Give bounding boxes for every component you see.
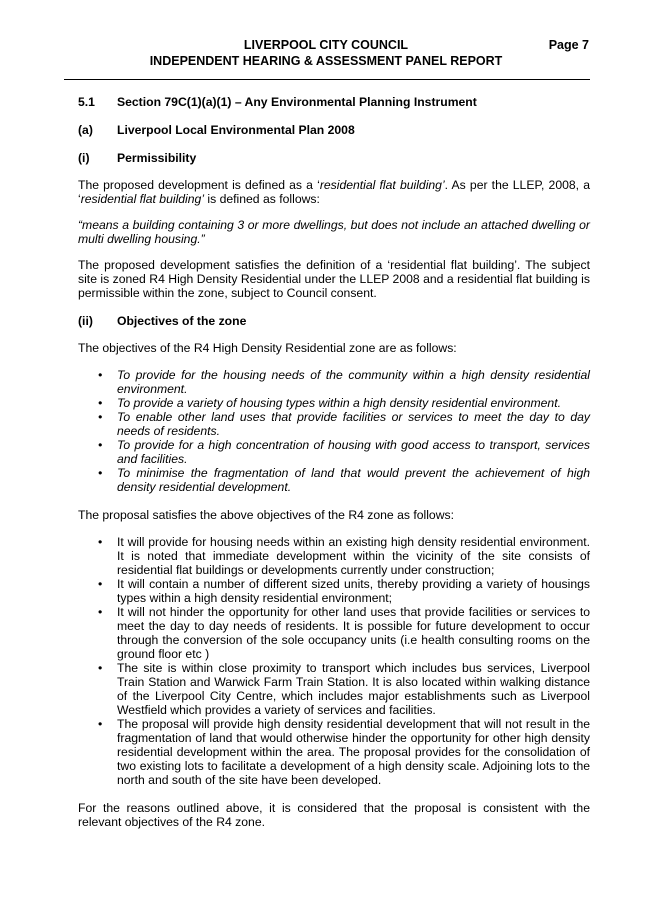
- list-item: • It will contain a number of different sized units, thereby providing a variety of housings types within a high density residential environment;: [78, 577, 590, 605]
- page-number: Page 7: [548, 38, 589, 52]
- section-ii-heading: [78, 314, 590, 328]
- header-divider: [64, 79, 590, 80]
- responses-list: [78, 535, 590, 787]
- text-run: is defined as follows:: [204, 192, 320, 206]
- header-report-title: INDEPENDENT HEARING & ASSESSMENT PANEL REPORT: [149, 54, 503, 68]
- text-run: . As per the LLEP, 2008, a ‘: [78, 178, 590, 206]
- section-title: Liverpool Local Environmental Plan 2008: [117, 123, 355, 137]
- section-number: (ii): [78, 314, 93, 328]
- section-number: (i): [78, 151, 90, 165]
- section-i-heading: [78, 151, 590, 165]
- conclusion-paragraph: For the reasons outlined above, it is considered that the proposal is consistent with the relevant objectives of the R4 zone.: [78, 801, 590, 829]
- section-number: (a): [78, 123, 93, 137]
- section-title: Permissibility: [117, 151, 197, 165]
- objectives-list: [78, 368, 590, 494]
- definition-quote: “means a building containing 3 or more dwellings, but does not include an attached dwelling or multi dwelling housing.”: [78, 218, 590, 246]
- text-run-italic: residential flat building’: [319, 178, 445, 192]
- section-number: 5.1: [78, 95, 95, 109]
- permissibility-paragraph: The proposed development satisfies the definition of a ‘residential flat building’. The subject site is zoned R4 High Density Residential under the LLEP 2008 and a residential flat building is permissible within the zone, subject to Council consent.: [78, 258, 590, 300]
- list-item: • To provide for the housing needs of the community within a high density residential environment.: [78, 368, 590, 396]
- list-item: • The proposal will provide high density residential development that will not result in the fragmentation of land that would otherwise hinder the opportunity for other high density residential development within the area. The proposal provides for the consolidation of two existing lots to facilitate a development of a high density scale. Adjoining lots to the north and south of the site have been developed.: [78, 717, 590, 787]
- list-item: • To minimise the fragmentation of land that would prevent the achievement of high density residential development.: [78, 466, 590, 494]
- section-a-heading: [78, 123, 590, 137]
- list-item: • To provide for a high concentration of housing with good access to transport, services and facilities.: [78, 438, 590, 466]
- responses-intro: The proposal satisfies the above objectives of the R4 zone as follows:: [78, 508, 454, 522]
- section-title: Section 79C(1)(a)(1) – Any Environmental Planning Instrument: [117, 95, 477, 109]
- list-item: • To enable other land uses that provide facilities or services to meet the day to day needs of residents.: [78, 410, 590, 438]
- list-item: • To provide a variety of housing types within a high density residential environment.: [78, 396, 590, 410]
- section-5-1-heading: [78, 95, 590, 109]
- section-title: Objectives of the zone: [117, 314, 247, 328]
- list-item: • It will provide for housing needs within an existing high density residential environment. It is noted that immediate development within the vicinity of the site consists of residential flat buildings or developments currently under construction;: [78, 535, 590, 577]
- report-body: [78, 95, 590, 829]
- objectives-intro: The objectives of the R4 High Density Residential zone are as follows:: [78, 341, 457, 355]
- header-org: LIVERPOOL CITY COUNCIL: [243, 38, 409, 52]
- text-run-italic: residential flat building’: [80, 192, 205, 206]
- definition-paragraph: [78, 178, 590, 206]
- text-run: The proposed development is defined as a ‘: [78, 178, 320, 192]
- list-item: • It will not hinder the opportunity for other land uses that provide facilities or services to meet the day to day needs of residents. It is possible for future development to occur through the conversion of the sole occupancy units (i.e health consulting rooms on the ground floor etc ): [78, 605, 590, 661]
- list-item: • The site is within close proximity to transport which includes bus services, Liverpool Train Station and Warwick Farm Train Station. It is also located within walking distance of the Liverpool City Centre, which includes major establishments such as Liverpool Westfield which provides a variety of services and facilities.: [78, 661, 590, 717]
